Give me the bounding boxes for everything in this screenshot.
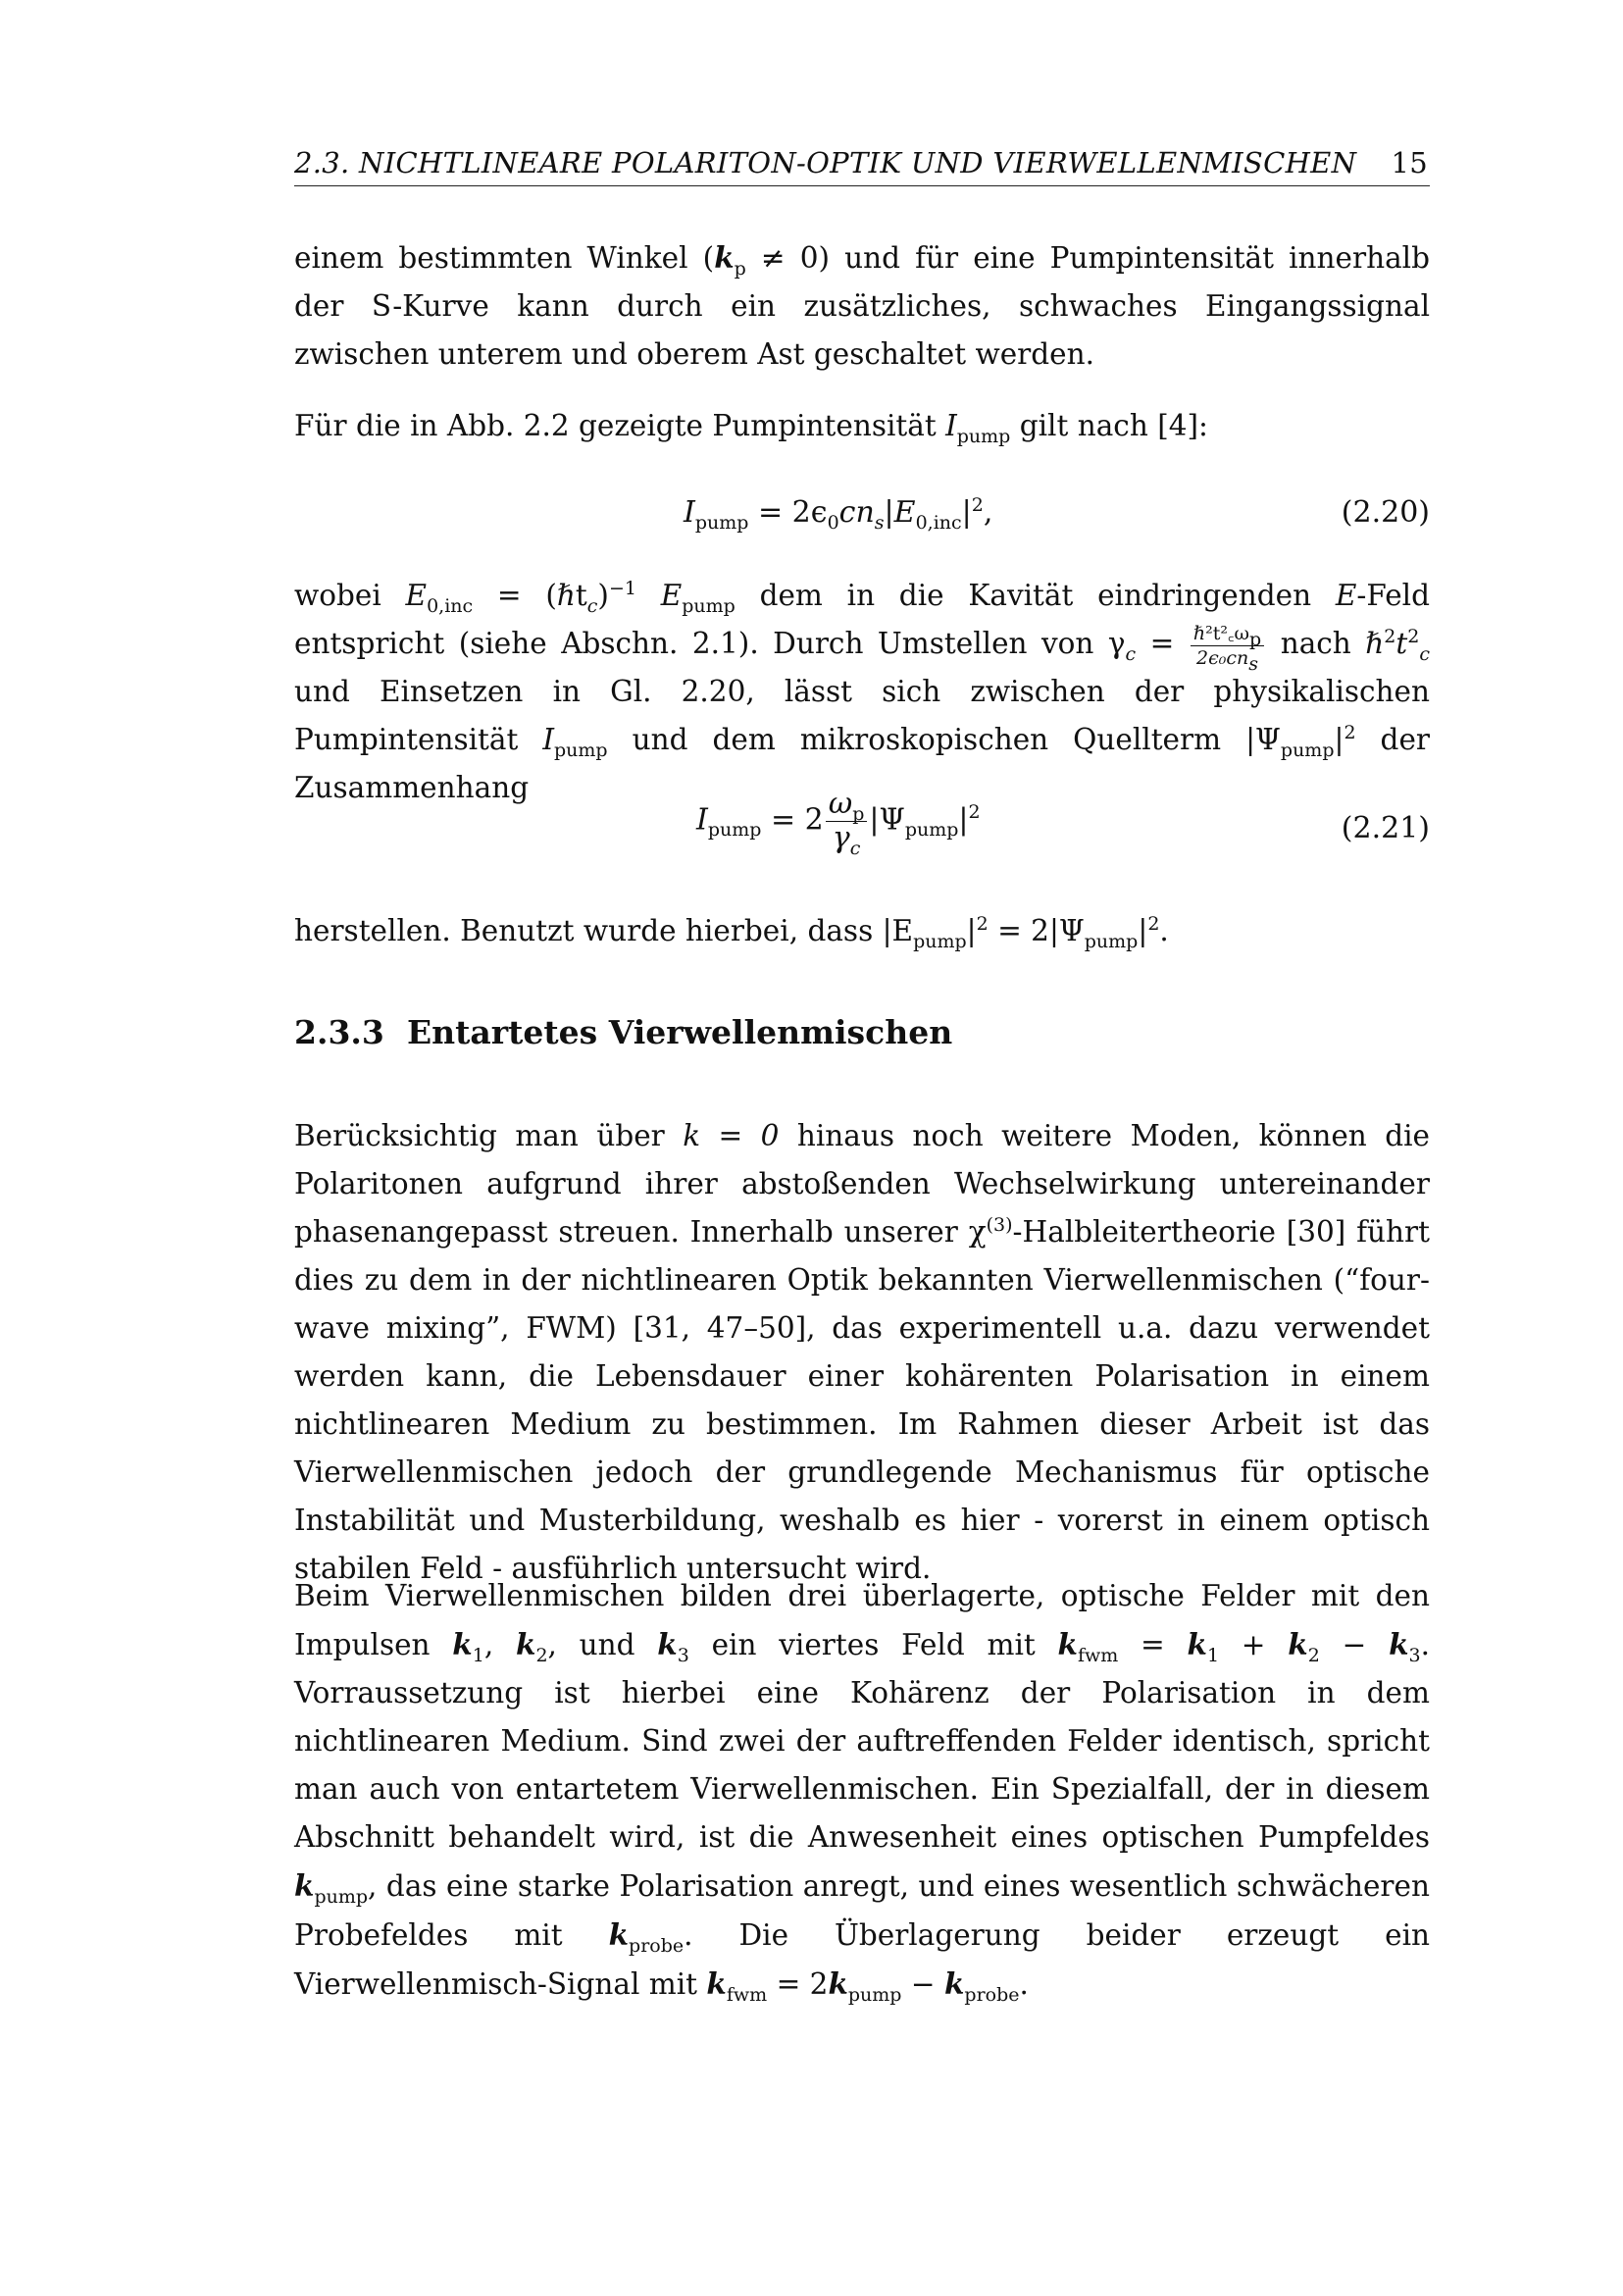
text: − — [1319, 1628, 1390, 1661]
paragraph-3 — [294, 572, 1430, 812]
superscript: 2 — [968, 801, 981, 824]
text: . Vorraussetzung ist hierbei eine Kohärenz der Polarisation in dem nichtlinearen Medium. Sind zwei der auftreffenden Felder identisch, spricht man auch von entartetem Vierwellenmischen. Ein Spezialfall, der in diesem Abschnitt behandelt wird, ist die Anwesenheit eines optischen Pumpfeldes — [294, 1628, 1430, 1854]
paragraph-6 — [294, 1572, 1430, 2009]
para2-text-a: Für die in Abb. 2.2 gezeigte Pumpintensität — [294, 409, 946, 442]
para2-text-b: gilt nach [4]: — [1010, 409, 1208, 442]
para1-text-a: einem bestimmten Winkel ( — [294, 241, 715, 275]
k-vector: k — [1288, 1627, 1308, 1661]
subscript: fwm — [726, 1983, 768, 2006]
subscript: s — [1248, 653, 1259, 676]
superscript: 2 — [1384, 625, 1396, 647]
text: . — [1019, 1967, 1029, 2001]
superscript: (3) — [986, 1213, 1013, 1236]
subscript: pump — [904, 819, 959, 842]
subscript: c — [849, 837, 861, 859]
text: | — [1334, 723, 1344, 756]
subscript: p — [1249, 629, 1262, 651]
text: Berücksichtig man über — [294, 1119, 684, 1152]
subscript: pump — [956, 425, 1011, 447]
frac-den: γ — [832, 821, 850, 855]
text: | — [966, 914, 977, 947]
text: -Feld entspricht (siehe Abschn. 2.1). Durch Umstellen von γ — [294, 579, 1430, 660]
k-vector: k — [1389, 1627, 1409, 1661]
subscript: p — [734, 257, 746, 280]
eq-part: cn — [838, 495, 875, 530]
symbol-E: E — [405, 579, 428, 612]
subscript: probe — [964, 1983, 1020, 2006]
text: und dem mikroskopischen Quellterm |Ψ — [607, 723, 1281, 756]
subscript: 3 — [677, 1644, 689, 1666]
k-vector: k — [1057, 1627, 1078, 1661]
text: , und — [547, 1628, 658, 1661]
subscript: pump — [913, 930, 967, 952]
text: -Halbleitertheorie [30] führt dies zu dem in der nichtlinearen Optik bekannten Vierwellenmischen (“four-wave mixing”, FWM) [31, 47–50], das experimentell u.a. dazu verwendet werden kann, die Lebensdauer einer kohärenten Polarisation in einem nichtlinearen Medium zu bestimmen. Im Rahmen dieser Arbeit ist das Vierwellenmischen jedoch der grundlegende Mechanismus für optische Instabilität und Musterbildung, weshalb es hier - vorerst in einem optisch stabilen Feld - ausführlich untersucht wird. — [294, 1215, 1431, 1585]
subscript: 0 — [827, 511, 839, 534]
subscript: 1 — [1206, 1644, 1220, 1666]
text: + — [1219, 1628, 1289, 1661]
subscript: pump — [694, 511, 749, 534]
subscript: probe — [629, 1934, 685, 1957]
k-vector: k — [943, 1966, 965, 2001]
subscript: c — [1125, 642, 1137, 665]
text: nach ℏ — [1266, 627, 1385, 660]
equation-2-21 — [294, 787, 1430, 868]
subscript: 2 — [1307, 1644, 1320, 1666]
paragraph-1 — [294, 233, 1430, 379]
text: , — [483, 1628, 516, 1661]
subscript: pump — [554, 739, 608, 761]
math-inline: k = 0 — [683, 1119, 780, 1152]
text: hinaus noch weitere Moden, können die Polaritonen aufgrund ihrer abstoßenden Wechselwirkung untereinander phasenangepasst streuen. Innerhalb unserer χ — [294, 1119, 1430, 1249]
subscript: 1 — [472, 1644, 484, 1666]
frac-num: ω — [828, 787, 853, 821]
text: ) — [597, 579, 609, 612]
k-vector: k — [706, 1966, 727, 2001]
text: . — [1159, 914, 1169, 947]
subscript: pump — [682, 594, 735, 617]
subscript: p — [852, 802, 865, 825]
subscript: fwm — [1077, 1644, 1119, 1666]
subscript: pump — [1280, 739, 1335, 761]
running-header — [294, 144, 1430, 186]
paragraph-4 — [294, 907, 1430, 955]
paragraph-2 — [294, 402, 1430, 450]
subscript: 0,inc — [427, 594, 474, 617]
fraction — [826, 787, 868, 859]
inline-fraction — [1191, 622, 1264, 676]
k-vector: k — [608, 1917, 630, 1952]
equation-number: (2.20) — [1341, 495, 1430, 530]
text: und Einsetzen in Gl. 2.20, lässt sich zwischen der physikalischen Pumpintensität — [294, 675, 1430, 756]
page-number: 15 — [1391, 146, 1428, 179]
eq-part: = 2 — [761, 802, 824, 838]
superscript: 2 — [1147, 912, 1160, 935]
text: | — [1138, 914, 1148, 947]
subscript: 3 — [1408, 1644, 1421, 1666]
frac-num: ℏ²t²꜀ω — [1192, 622, 1250, 644]
subscript: 2 — [535, 1644, 548, 1666]
eq-part: | — [958, 802, 969, 838]
text: = — [1118, 1628, 1188, 1661]
k-vector: k — [1187, 1627, 1207, 1661]
paragraph-5 — [294, 1112, 1430, 1593]
subscript: c — [586, 594, 598, 617]
subscript: 0,inc — [915, 511, 962, 534]
subscript: c — [1419, 642, 1430, 665]
superscript: −1 — [608, 577, 636, 599]
subscript: pump — [847, 1983, 902, 2006]
text: = 2|Ψ — [988, 914, 1085, 947]
text: der Zusammenhang — [294, 723, 1430, 804]
eq-part: , — [983, 495, 993, 530]
symbol-E: E — [1335, 579, 1357, 612]
header-title: 2.3. NICHTLINEARE POLARITON-OPTIK UND VIERWELLENMISCHEN — [294, 146, 1357, 179]
symbol-E: E — [635, 579, 683, 612]
text: = (ℏt — [473, 579, 587, 612]
text: herstellen. Benutzt wurde hierbei, dass |E — [294, 914, 914, 947]
para1-text-b: ≠ 0) und für eine Pumpintensität innerhalb der S-Kurve kann durch ein zusätzliches, schwaches Eingangssignal zwischen unterem und oberem Ast geschaltet werden. — [294, 241, 1430, 371]
text: − — [901, 1967, 944, 2001]
superscript: 2 — [1407, 625, 1420, 647]
text: . Die Überlagerung beider erzeugt ein Vierwellenmisch-Signal mit — [294, 1918, 1431, 2001]
eq-part: |Ψ — [869, 802, 905, 838]
subscript: pump — [314, 1885, 369, 1908]
text: , das eine starke Polarisation anregt, und eines wesentlich schwächeren Probefeldes mit — [294, 1869, 1430, 1952]
subscript: pump — [707, 819, 762, 842]
eq-lhs: I — [696, 802, 708, 838]
k-vector: k — [452, 1627, 473, 1661]
text: dem in die Kavität eindringenden — [735, 579, 1336, 612]
k-vector: k — [515, 1627, 536, 1661]
equation-body — [684, 493, 993, 534]
equation-number: (2.21) — [1341, 811, 1430, 845]
section-title: Entartetes Vierwellenmischen — [407, 1013, 953, 1051]
k-vector: k — [828, 1966, 848, 2001]
k-vector: k — [657, 1627, 678, 1661]
text: wobei — [294, 579, 406, 612]
equation-2-20 — [294, 495, 1430, 554]
superscript: 2 — [976, 912, 989, 935]
section-heading — [294, 1013, 1430, 1051]
eq-part: |E — [884, 495, 916, 530]
section-number: 2.3.3 — [294, 1013, 384, 1051]
eq-lhs: I — [684, 495, 695, 530]
subscript: pump — [1084, 930, 1139, 952]
text: Beim Vierwellenmischen bilden drei überlagerte, optische Felder mit den Impulsen — [294, 1579, 1430, 1661]
superscript: 2 — [1344, 721, 1356, 743]
eq-part: | — [961, 495, 972, 530]
symbol-t: t — [1395, 627, 1408, 660]
symbol-I: I — [945, 409, 957, 442]
text: = 2 — [767, 1967, 829, 2001]
subscript: s — [874, 511, 885, 534]
eq-part: = 2ϵ — [748, 495, 828, 530]
frac-den: 2ϵ₀cn — [1196, 646, 1249, 669]
text: = — [1136, 627, 1189, 660]
symbol-I: I — [542, 723, 554, 756]
k-vector: k — [714, 240, 735, 275]
equation-body — [696, 787, 981, 859]
text: ein viertes Feld mit — [688, 1628, 1058, 1661]
superscript: 2 — [971, 493, 984, 516]
k-vector: k — [294, 1868, 315, 1903]
